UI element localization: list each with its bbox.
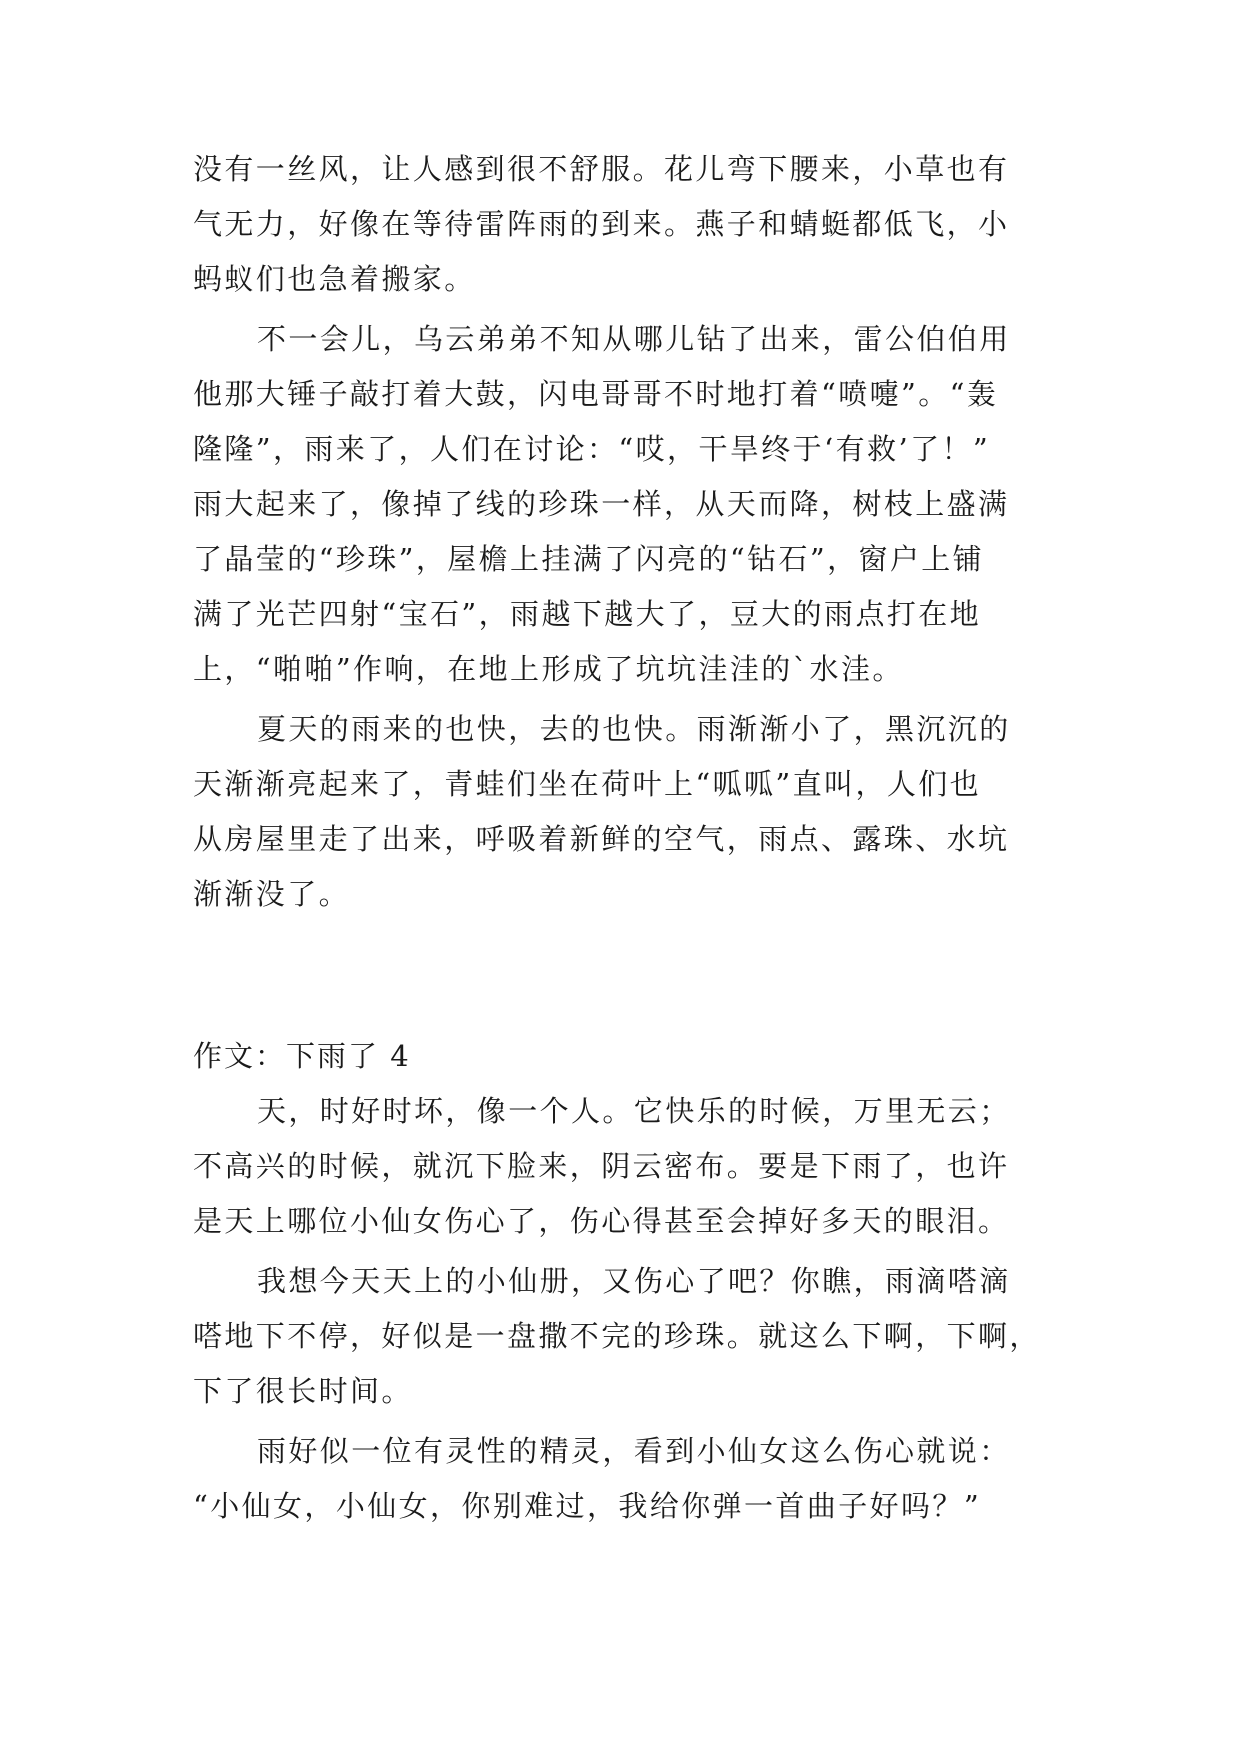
paragraph-first-line: 雨好似一位有灵性的精灵，看到小仙女这么伤心就说： <box>257 1434 1011 1468</box>
text-line: 下了很长时间。 <box>193 1374 413 1408</box>
text-line: 了晶莹的“珍珠”，屋檐上挂满了闪亮的“钻石”，窗户上铺 <box>193 542 985 576</box>
text-line: 天渐渐亮起来了，青蛙们坐在荷叶上“呱呱”直叫，人们也 <box>193 767 982 801</box>
essay-heading: 作文：下雨了 4 <box>193 1039 411 1073</box>
text-line: 没有一丝风，让人感到很不舒服。花儿弯下腰来，小草也有 <box>193 152 1010 186</box>
text-line: 嗒地下不停，好似是一盘撒不完的珍珠。就这么下啊，下啊， <box>193 1319 1041 1353</box>
paragraph-first-line: 不一会儿，乌云弟弟不知从哪儿钻了出来，雷公伯伯用 <box>257 322 1011 356</box>
text-line: 雨大起来了，像掉了线的珍珠一样，从天而降，树枝上盛满 <box>193 487 1010 521</box>
text-line: 渐渐没了。 <box>193 877 351 911</box>
text-line: 气无力，好像在等待雷阵雨的到来。燕子和蜻蜓都低飞，小 <box>193 207 1010 241</box>
text-line: 不高兴的时候，就沉下脸来，阴云密布。要是下雨了，也许 <box>193 1149 1010 1183</box>
text-line: 从房屋里走了出来，呼吸着新鲜的空气，雨点、露珠、水坑 <box>193 822 1010 856</box>
text-line: 上，“啪啪”作响，在地上形成了坑坑洼洼的`水洼。 <box>193 652 904 686</box>
text-line: 隆隆”，雨来了，人们在讨论：“哎，干旱终于‘有救’了！” <box>193 432 991 466</box>
text-line: 是天上哪位小仙女伤心了，伤心得甚至会掉好多天的眼泪。 <box>193 1204 1010 1238</box>
text-line: 他那大锤子敲打着大鼓，闪电哥哥不时地打着“喷嚏”。“轰 <box>193 377 999 411</box>
paragraph-first-line: 我想今天天上的小仙册，又伤心了吧？你瞧，雨滴嗒滴 <box>257 1264 1011 1298</box>
paragraph-first-line: 天，时好时坏，像一个人。它快乐的时候，万里无云； <box>257 1094 1011 1128</box>
text-line: “小仙女，小仙女，你别难过，我给你弹一首曲子好吗？” <box>193 1489 982 1523</box>
text-line: 满了光芒四射“宝石”，雨越下越大了，豆大的雨点打在地 <box>193 597 982 631</box>
text-line: 蚂蚁们也急着搬家。 <box>193 262 476 296</box>
paragraph-first-line: 夏天的雨来的也快，去的也快。雨渐渐小了，黑沉沉的 <box>257 712 1011 746</box>
